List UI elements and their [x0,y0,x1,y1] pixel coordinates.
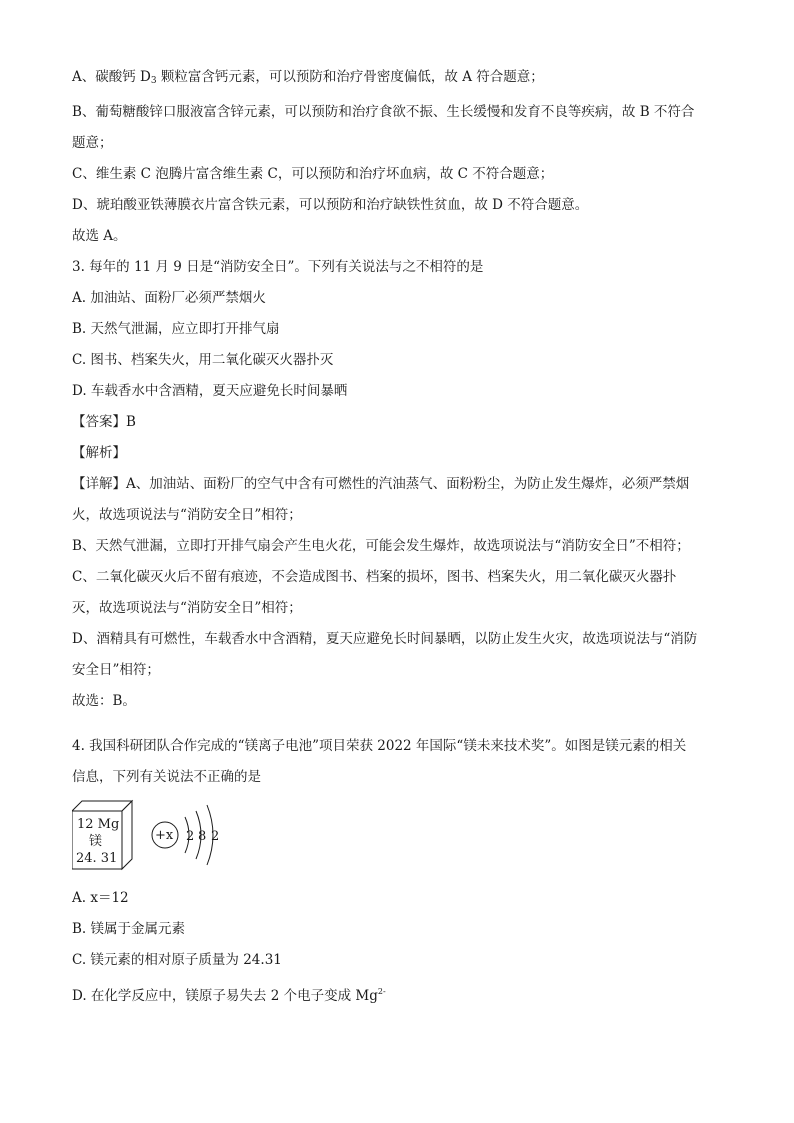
q4-stem-line2: 信息，下列有关说法不正确的是 [72,769,261,785]
q3-stem: 3. 每年的 11 月 9 日是“消防安全日”。下列有关说法与之不相符的是 [72,259,484,275]
q4-option-b: B. 镁属于金属元素 [72,921,186,937]
magnesium-figure [72,797,732,881]
q3-detail-a-line2: 火，故选项说法与“消防安全日”相符； [72,507,302,523]
q3-detail-c-line2: 灭，故选项说法与“消防安全日”相符； [72,600,302,616]
q3-detail-b: B、天然气泄漏，立即打开排气扇会产生电火花，可能会发生爆炸，故选项说法与“消防安全日”不相符； [72,538,690,554]
q3-detail-d-line1: D、酒精具有可燃性，车载香水中含酒精，夏天应避免长时间暴晒，以防止发生火灾，故选项说法与“消防 [72,631,698,647]
q3-conclusion: 故选：B。 [72,693,136,709]
q4-stem-line1: 4. 我国科研团队合作完成的“镁离子电池”项目荣获 2022 年国际“镁未来技术奖”。如图是镁元素的相关 [72,738,687,754]
atom-structure [152,805,219,865]
nucleus-charge: +x [155,828,174,843]
magnesium-diagram [72,797,272,881]
q3-option-d: D. 车载香水中含酒精，夏天应避免长时间暴晒 [72,383,348,399]
document-page [72,62,732,1012]
q3-detail-d-line2: 安全日”相符； [72,662,160,678]
q2-analysis-c: C、维生素 C 泡腾片富含维生素 C，可以预防和治疗坏血病，故 C 不符合题意； [72,166,554,182]
element-name: 镁 [89,834,103,849]
q2-a-post: 颗粒富含钙元素，可以预防和治疗骨密度偏低，故 A 符合题意； [156,69,544,85]
q2-analysis-d: D、琥珀酸亚铁薄膜衣片富含铁元素，可以预防和治疗缺铁性贫血，故 D 不符合题意。 [72,197,589,213]
shell-electrons-2: 8 [198,829,207,844]
q2-analysis-b-line1: B、葡萄糖酸锌口服液富含锌元素，可以预防和治疗食欲不振、生长缓慢和发育不良等疾病，故 B 不符合 [72,104,695,120]
q2-a-sub: 3 [150,76,157,86]
q4-option-c: C. 镁元素的相对原子质量为 24.31 [72,952,282,968]
q4-option-d-charge: 2- [377,987,386,996]
q4-option-a: A. x＝12 [72,890,129,906]
q3-detail-a-line1: 【详解】A、加油站、面粉厂的空气中含有可燃性的汽油蒸气、面粉粉尘，为防止发生爆炸，必须严禁烟 [72,476,690,492]
q2-conclusion: 故选 A。 [72,228,127,244]
q4-option-d [72,976,732,1012]
element-number-symbol: 12 Mg [77,817,120,832]
q2-analysis-b-line2: 题意； [72,135,113,151]
q3-option-b: B. 天然气泄漏，应立即打开排气扇 [72,321,280,337]
q3-option-c: C. 图书、档案失火，用二氧化碳灭火器扑灭 [72,352,334,368]
section-gap [72,717,732,731]
q3-analysis-label: 【解析】 [72,445,126,461]
shell-electrons-3: 2 [211,829,220,844]
q3-detail-c-line1: C、二氧化碳灭火后不留有痕迹，不会造成图书、档案的损坏，图书、档案失火，用二氧化碳灭火器扑 [72,569,677,585]
q2-analysis-a [72,62,732,97]
q4-option-d-text: D. 在化学反应中，镁原子易失去 2 个电子变成 Mg [72,988,378,1004]
q2-a-pre: A、碳酸钙 D [72,69,151,85]
element-mass: 24. 31 [76,851,118,866]
shell-electrons-1: 2 [186,829,195,844]
element-box [72,801,132,869]
q3-option-a: A. 加油站、面粉厂必须严禁烟火 [72,290,266,306]
q3-answer: 【答案】B [72,414,136,430]
